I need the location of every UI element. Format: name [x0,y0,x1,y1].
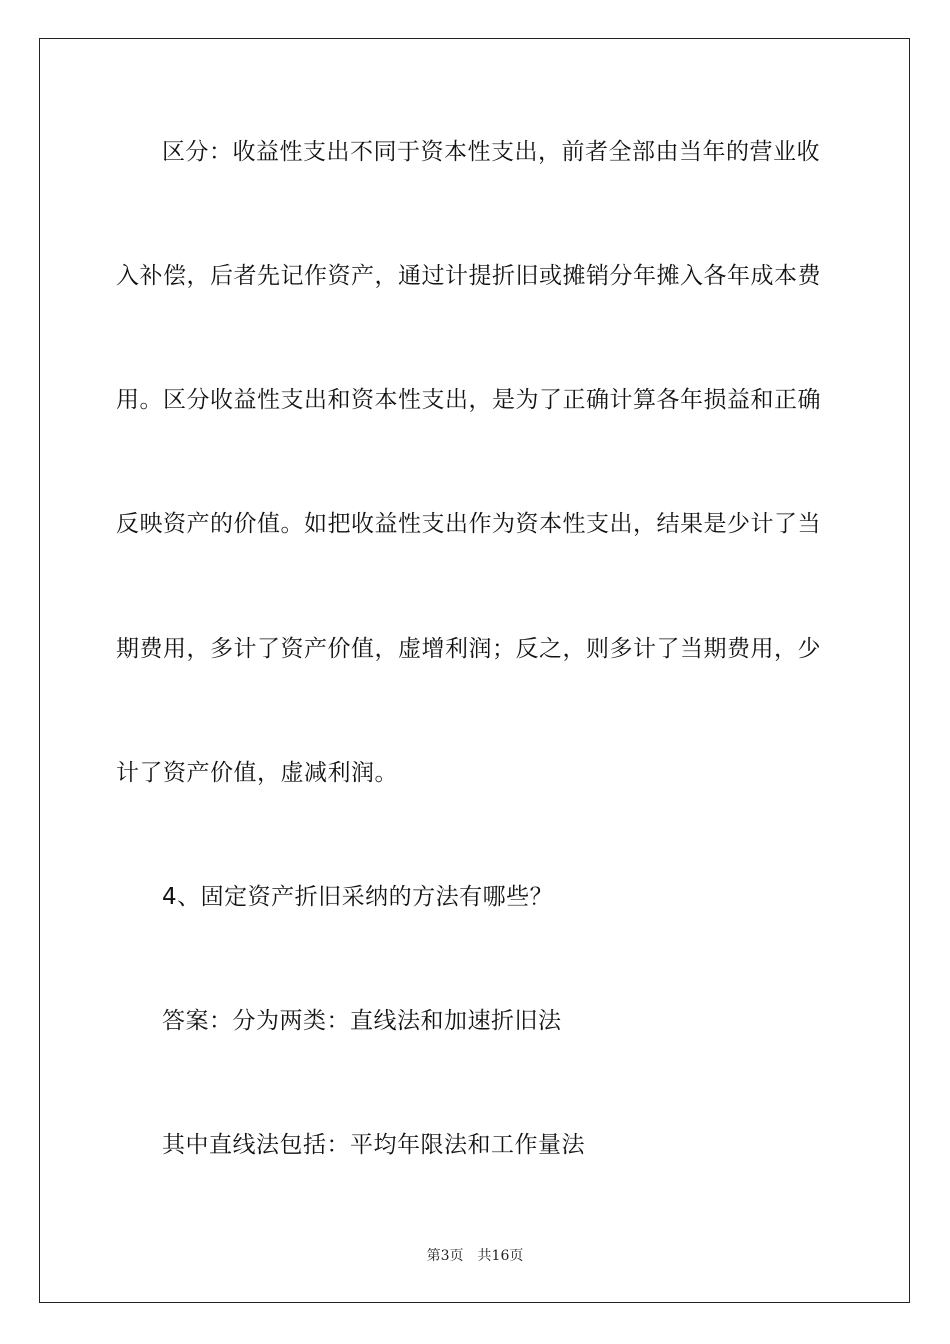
paragraph-line: 用。区分收益性支出和资本性支出，是为了正确计算各年损益和正确 [116,387,821,413]
paragraph-line: 区分：收益性支出不同于资本性支出，前者全部由当年的营业收 [162,139,820,165]
paragraph-line: 入补偿，后者先记作资产，通过计提折旧或摊销分年摊入各年成本费 [116,263,821,289]
paragraph-line: 期费用，多计了资产价值，虚增利润；反之，则多计了当期费用，少 [116,636,821,662]
page-number: 第3页 [426,1248,464,1264]
page-footer [0,1247,950,1265]
question-heading: 4、固定资产折旧采纳的方法有哪些？ [162,884,554,910]
page-frame [39,38,910,1303]
answer-detail-line: 其中直线法包括：平均年限法和工作量法 [162,1132,585,1158]
paragraph-line: 反映资产的价值。如把收益性支出作为资本性支出，结果是少计了当 [116,511,821,537]
page-total: 共16页 [477,1248,524,1264]
answer-line: 答案：分为两类：直线法和加速折旧法 [162,1008,562,1034]
paragraph-line: 计了资产价值，虚减利润。 [116,760,398,786]
